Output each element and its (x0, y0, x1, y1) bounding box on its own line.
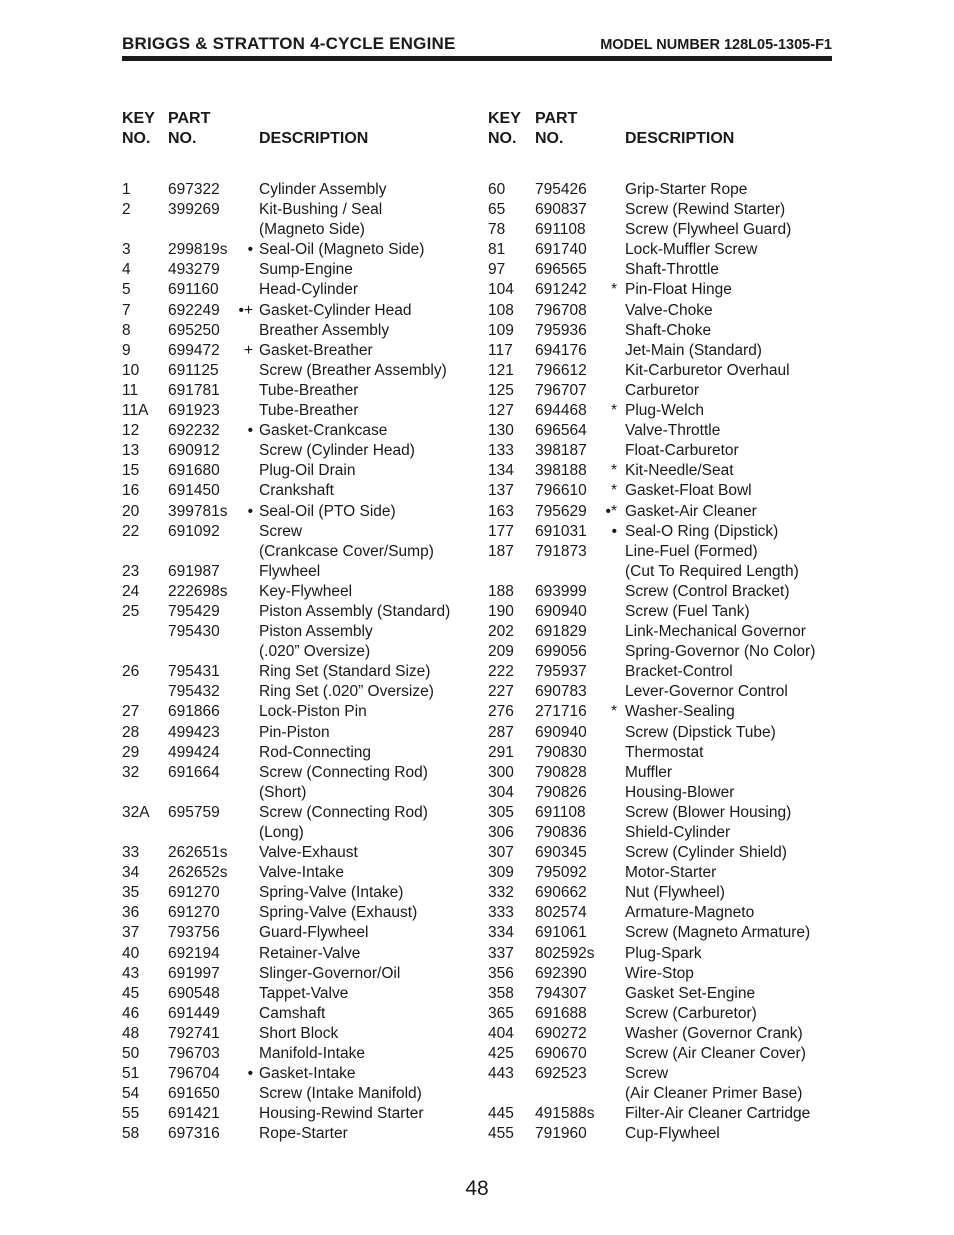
key-no: 133 (488, 442, 514, 460)
description: Armature-Magneto (625, 904, 755, 922)
key-no: 300 (488, 763, 514, 781)
part-header: PART (168, 110, 211, 127)
description: Pin-Piston (259, 723, 330, 741)
part-no: 795937 (535, 663, 587, 681)
description: Gasket Set-Engine (625, 984, 756, 1002)
marker: • (247, 241, 253, 259)
description: Screw (Breather Assembly) (259, 361, 447, 379)
key-no: 306 (488, 824, 514, 841)
description: Manifold-Intake (259, 1045, 365, 1063)
model-number: MODEL NUMBER 128L05-1305-F1 (600, 37, 832, 53)
key-no: 404 (488, 1024, 514, 1042)
marker: * (610, 281, 617, 299)
marker: * (610, 703, 617, 721)
part-no: 691866 (168, 703, 220, 721)
description: Tube-Breather (259, 381, 359, 399)
key-no: 356 (488, 964, 514, 982)
part-no: 691031 (535, 522, 587, 540)
key-no: 27 (122, 703, 140, 721)
description: Piston Assembly (Standard) (259, 602, 451, 620)
description: Valve-Exhaust (259, 844, 358, 862)
key-no: 29 (122, 743, 140, 761)
description: (Cut To Required Length) (625, 562, 799, 580)
description: Lock-Piston Pin (259, 703, 367, 721)
key-no: 60 (488, 181, 506, 198)
key-no: 37 (122, 924, 140, 942)
key-no: 332 (488, 884, 514, 902)
part-no: 796707 (535, 381, 587, 399)
marker: + (243, 341, 253, 359)
marker: • (247, 502, 253, 520)
description: Gasket-Breather (259, 341, 373, 359)
part-no: 691421 (168, 1105, 220, 1123)
key-no: 97 (488, 261, 506, 279)
part-no: 795936 (535, 321, 587, 339)
description: Motor-Starter (625, 864, 717, 882)
key-no: 307 (488, 844, 514, 862)
description: Line-Fuel (Formed) (625, 542, 758, 560)
description: Thermostat (625, 743, 704, 761)
part-no: 790830 (535, 743, 587, 761)
part-no: 491588s (535, 1105, 595, 1123)
part-no-header: NO. (168, 130, 197, 147)
part-no: 691270 (168, 904, 220, 922)
key-no: 54 (122, 1085, 140, 1103)
description: (Magneto Side) (259, 221, 365, 239)
description: Crankshaft (259, 482, 334, 500)
part-no: 692232 (168, 422, 220, 440)
description: (Crankcase Cover/Sump) (259, 542, 434, 560)
description: Breather Assembly (259, 321, 390, 339)
part-no: 691781 (168, 381, 220, 399)
part-no-header: NO. (535, 130, 564, 147)
key-no: 137 (488, 482, 514, 500)
part-no: 691650 (168, 1085, 220, 1103)
key-no: 5 (122, 281, 131, 299)
description: Slinger-Governor/Oil (259, 964, 401, 982)
description: Screw (Blower Housing) (625, 803, 792, 821)
part-no: 691923 (168, 402, 220, 420)
key-no: 188 (488, 582, 514, 600)
part-no: 691997 (168, 964, 220, 982)
description: Gasket-Cylinder Head (259, 301, 412, 319)
part-no: 690940 (535, 723, 587, 741)
key-no: 109 (488, 321, 514, 339)
description: (Air Cleaner Primer Base) (625, 1085, 803, 1103)
description: Gasket-Intake (259, 1065, 356, 1083)
part-no: 690912 (168, 442, 220, 460)
key-no: 25 (122, 602, 140, 620)
key-no: 134 (488, 462, 514, 480)
description: Gasket-Float Bowl (625, 482, 752, 500)
description: Filter-Air Cleaner Cartridge (625, 1105, 811, 1123)
key-no: 51 (122, 1065, 140, 1083)
description: Kit-Needle/Seat (625, 462, 734, 480)
part-no: 691270 (168, 884, 220, 902)
description: Muffler (625, 763, 673, 781)
key-no: 24 (122, 582, 140, 600)
part-no: 299819s (168, 241, 228, 259)
part-no: 690837 (535, 201, 587, 219)
key-no: 43 (122, 964, 140, 982)
part-no: 795429 (168, 602, 220, 620)
key-no: 365 (488, 1004, 514, 1022)
key-no: 32 (122, 763, 140, 781)
part-no: 690670 (535, 1045, 587, 1063)
part-no: 793756 (168, 924, 220, 942)
key-no: 337 (488, 944, 514, 962)
description: Flywheel (259, 562, 321, 580)
description: Screw (Connecting Rod) (259, 763, 428, 781)
key-no: 1 (122, 181, 131, 198)
part-no: 398188 (535, 462, 587, 480)
part-no: 690548 (168, 984, 220, 1002)
description: Bracket-Control (625, 663, 733, 681)
part-no: 796612 (535, 361, 587, 379)
description: Link-Mechanical Governor (625, 623, 806, 641)
part-no: 791873 (535, 542, 587, 560)
page-number: 48 (465, 1177, 489, 1200)
marker: * (610, 482, 617, 500)
part-no: 499423 (168, 723, 220, 741)
description: Head-Cylinder (259, 281, 359, 299)
key-no: 4 (122, 261, 131, 279)
description: Shield-Cylinder (625, 824, 731, 841)
description: Plug-Spark (625, 944, 702, 962)
key-no: 177 (488, 522, 514, 540)
part-no: 795092 (535, 864, 587, 882)
part-no: 691450 (168, 482, 220, 500)
part-no: 691740 (535, 241, 587, 259)
header-rule (122, 56, 832, 61)
key-no: 33 (122, 844, 140, 862)
description: Seal-Oil (PTO Side) (259, 502, 396, 520)
key-no: 455 (488, 1125, 514, 1143)
key-no: 11 (122, 381, 139, 399)
description: Tappet-Valve (259, 984, 349, 1002)
description: Nut (Flywheel) (625, 884, 725, 902)
part-no: 690940 (535, 602, 587, 620)
key-no: 425 (488, 1045, 514, 1063)
description: Screw (Air Cleaner Cover) (625, 1045, 806, 1063)
part-no: 499424 (168, 743, 220, 761)
marker: •* (605, 502, 617, 520)
part-no: 795432 (168, 683, 220, 701)
part-no: 796708 (535, 301, 587, 319)
description-header: DESCRIPTION (625, 130, 735, 147)
part-no: 691242 (535, 281, 587, 299)
description: Float-Carburetor (625, 442, 739, 460)
part-no: 699472 (168, 341, 220, 359)
part-no: 690272 (535, 1024, 587, 1042)
description: Rope-Starter (259, 1125, 348, 1143)
key-no: 11A (122, 402, 149, 420)
description: Seal-O Ring (Dipstick) (625, 522, 779, 540)
key-no: 45 (122, 984, 140, 1002)
part-no: 692390 (535, 964, 587, 982)
marker: * (610, 462, 617, 480)
key-no: 334 (488, 924, 514, 942)
description: Rod-Connecting (259, 743, 372, 761)
key-no: 291 (488, 743, 514, 761)
marker: •+ (238, 301, 253, 319)
part-no: 796704 (168, 1065, 220, 1083)
key-no: 202 (488, 623, 514, 641)
description: Gasket-Crankcase (259, 422, 388, 440)
part-no: 802574 (535, 904, 587, 922)
key-no: 163 (488, 502, 514, 520)
description: Screw (Flywheel Guard) (625, 221, 792, 239)
part-no: 690345 (535, 844, 587, 862)
part-no: 791960 (535, 1125, 587, 1143)
description: Screw (Cylinder Shield) (625, 844, 787, 862)
part-no: 691092 (168, 522, 220, 540)
part-no: 697322 (168, 181, 220, 198)
key-no: 443 (488, 1065, 514, 1083)
key-no: 222 (488, 663, 514, 681)
description: Spring-Governor (No Color) (625, 643, 816, 661)
description: Shaft-Throttle (625, 261, 719, 279)
description: Plug-Welch (625, 402, 704, 420)
key-no: 32A (122, 803, 150, 821)
key-no: 13 (122, 442, 140, 460)
part-no: 691160 (168, 281, 219, 299)
part-header: PART (535, 110, 578, 127)
description: Guard-Flywheel (259, 924, 369, 942)
description-header: DESCRIPTION (259, 130, 369, 147)
part-no: 792741 (168, 1024, 220, 1042)
description: Jet-Main (Standard) (625, 341, 762, 359)
marker: • (247, 422, 253, 440)
part-no: 399269 (168, 201, 220, 219)
key-no: 2 (122, 201, 131, 219)
part-no: 690783 (535, 683, 587, 701)
description: Retainer-Valve (259, 944, 361, 962)
key-no: 3 (122, 241, 131, 259)
key-no: 445 (488, 1105, 514, 1123)
part-no: 694176 (535, 341, 587, 359)
part-no: 691061 (535, 924, 587, 942)
key-no: 333 (488, 904, 514, 922)
description: Plug-Oil Drain (259, 462, 356, 480)
part-no: 691688 (535, 1004, 587, 1022)
key-no: 209 (488, 643, 514, 661)
part-no: 696565 (535, 261, 587, 279)
key-no: 65 (488, 201, 506, 219)
key-no: 26 (122, 663, 140, 681)
part-no: 795629 (535, 502, 587, 520)
key-no: 7 (122, 301, 131, 319)
key-no: 187 (488, 542, 514, 560)
description: Screw (Magneto Armature) (625, 924, 811, 942)
marker: * (610, 402, 617, 420)
key-no: 304 (488, 783, 514, 801)
key-header: KEY (488, 110, 521, 127)
key-no: 15 (122, 462, 140, 480)
part-no: 399781s (168, 502, 228, 520)
description: Valve-Choke (625, 301, 713, 319)
part-no: 694468 (535, 402, 587, 420)
description: Screw (Dipstick Tube) (625, 723, 776, 741)
key-no: 20 (122, 502, 140, 520)
description: Washer-Sealing (625, 703, 735, 721)
part-no: 691829 (535, 623, 587, 641)
key-no: 121 (488, 361, 514, 379)
key-no: 108 (488, 301, 514, 319)
key-no: 276 (488, 703, 514, 721)
key-no: 22 (122, 522, 140, 540)
part-no: 692249 (168, 301, 220, 319)
description: Screw (Rewind Starter) (625, 201, 786, 219)
key-no-header: NO. (122, 130, 151, 147)
part-no: 691449 (168, 1004, 220, 1022)
key-no: 8 (122, 321, 131, 339)
description: Screw (Intake Manifold) (259, 1085, 422, 1103)
description: (Short) (259, 783, 307, 801)
key-no: 130 (488, 422, 514, 440)
key-no: 117 (488, 341, 513, 359)
key-no: 50 (122, 1045, 140, 1063)
part-no: 692194 (168, 944, 220, 962)
part-no: 790828 (535, 763, 587, 781)
description: Lever-Governor Control (625, 683, 788, 701)
key-no: 309 (488, 864, 514, 882)
part-no: 691108 (535, 803, 586, 821)
part-no: 796610 (535, 482, 587, 500)
part-no: 790826 (535, 783, 587, 801)
description: Grip-Starter Rope (625, 181, 748, 198)
description: Screw (625, 1065, 669, 1083)
description: Pin-Float Hinge (625, 281, 732, 299)
key-no: 125 (488, 381, 514, 399)
part-no: 695250 (168, 321, 220, 339)
description: Screw (Carburetor) (625, 1004, 757, 1022)
part-no: 695759 (168, 803, 220, 821)
description: Carburetor (625, 381, 700, 399)
engine-title: BRIGGS & STRATTON 4-CYCLE ENGINE (122, 34, 456, 53)
description: Housing-Blower (625, 783, 735, 801)
description: Key-Flywheel (259, 582, 353, 600)
part-no: 795430 (168, 623, 220, 641)
description: (Long) (259, 824, 304, 841)
key-no: 287 (488, 723, 514, 741)
key-no: 190 (488, 602, 514, 620)
key-no: 78 (488, 221, 506, 239)
marker: • (611, 522, 617, 540)
part-no: 493279 (168, 261, 220, 279)
key-no: 305 (488, 803, 514, 821)
description: Shaft-Choke (625, 321, 712, 339)
key-no-header: NO. (488, 130, 517, 147)
key-no: 358 (488, 984, 514, 1002)
description: Short Block (259, 1024, 339, 1042)
part-no: 691108 (535, 221, 586, 239)
description: Kit-Bushing / Seal (259, 201, 383, 219)
description: Spring-Valve (Intake) (259, 884, 404, 902)
part-no: 222698s (168, 582, 228, 600)
description: (.020” Oversize) (259, 643, 371, 661)
key-no: 55 (122, 1105, 140, 1123)
key-no: 28 (122, 723, 140, 741)
description: Screw (Fuel Tank) (625, 602, 750, 620)
key-no: 48 (122, 1024, 140, 1042)
key-no: 34 (122, 864, 140, 882)
key-no: 35 (122, 884, 140, 902)
description: Gasket-Air Cleaner (625, 502, 757, 520)
description: Wire-Stop (625, 964, 694, 982)
part-no: 796703 (168, 1045, 220, 1063)
key-no: 58 (122, 1125, 140, 1143)
part-no: 794307 (535, 984, 587, 1002)
part-no: 795431 (168, 663, 220, 681)
key-no: 12 (122, 422, 140, 440)
description: Kit-Carburetor Overhaul (625, 361, 790, 379)
description: Housing-Rewind Starter (259, 1105, 424, 1123)
part-no: 262652s (168, 864, 228, 882)
part-no: 398187 (535, 442, 587, 460)
key-no: 127 (488, 402, 514, 420)
description: Screw (Connecting Rod) (259, 803, 428, 821)
description: Seal-Oil (Magneto Side) (259, 241, 425, 259)
description: Washer (Governor Crank) (625, 1024, 803, 1042)
key-no: 227 (488, 683, 514, 701)
description: Lock-Muffler Screw (625, 241, 758, 259)
key-header: KEY (122, 110, 155, 127)
part-no: 691680 (168, 462, 220, 480)
description: Sump-Engine (259, 261, 353, 279)
part-no: 802592s (535, 944, 595, 962)
part-no: 691664 (168, 763, 220, 781)
description: Camshaft (259, 1004, 326, 1022)
description: Valve-Intake (259, 864, 345, 882)
part-no: 795426 (535, 181, 587, 198)
description: Tube-Breather (259, 402, 359, 420)
key-no: 81 (488, 241, 506, 259)
description: Ring Set (.020” Oversize) (259, 683, 434, 701)
description: Cup-Flywheel (625, 1125, 720, 1143)
part-no: 790836 (535, 824, 587, 841)
description: Screw (259, 522, 303, 540)
key-no: 40 (122, 944, 140, 962)
key-no: 10 (122, 361, 140, 379)
part-no: 692523 (535, 1065, 587, 1083)
description: Ring Set (Standard Size) (259, 663, 431, 681)
description: Screw (Control Bracket) (625, 582, 790, 600)
key-no: 36 (122, 904, 140, 922)
marker: • (247, 1065, 253, 1083)
description: Spring-Valve (Exhaust) (259, 904, 418, 922)
part-no: 697316 (168, 1125, 220, 1143)
key-no: 23 (122, 562, 140, 580)
part-no: 691987 (168, 562, 220, 580)
description: Valve-Throttle (625, 422, 721, 440)
key-no: 9 (122, 341, 131, 359)
description: Screw (Cylinder Head) (259, 442, 415, 460)
part-no: 271716 (535, 703, 587, 721)
description: Cylinder Assembly (259, 181, 387, 198)
part-no: 262651s (168, 844, 228, 862)
part-no: 693999 (535, 582, 587, 600)
key-no: 46 (122, 1004, 140, 1022)
part-no: 699056 (535, 643, 587, 661)
part-no: 696564 (535, 422, 587, 440)
key-no: 16 (122, 482, 140, 500)
part-no: 691125 (168, 361, 219, 379)
part-no: 690662 (535, 884, 587, 902)
key-no: 104 (488, 281, 514, 299)
description: Piston Assembly (259, 623, 373, 641)
